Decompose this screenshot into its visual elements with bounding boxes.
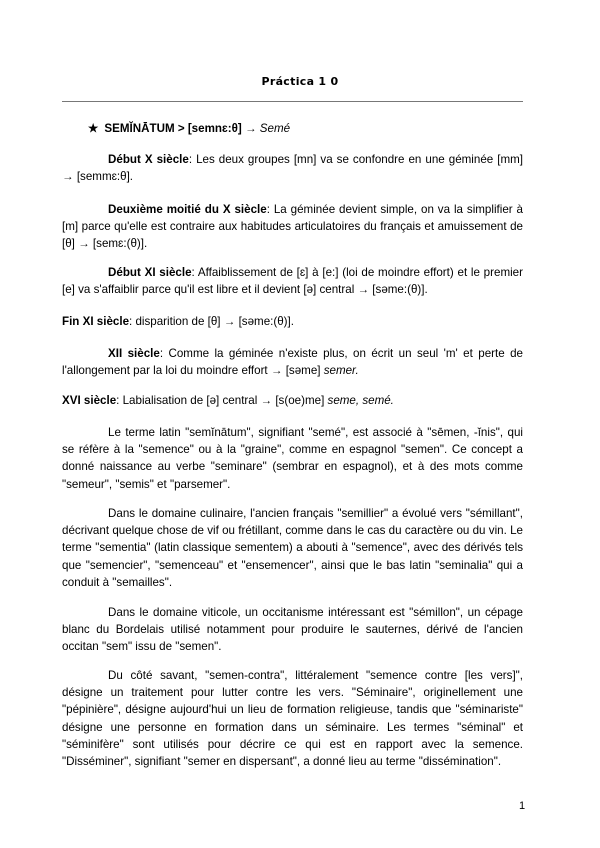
body-paragraph: Dans le domaine viticole, un occitanisme intéressant est "sémillon", un cépage blanc du Bordelais utilisé notamment pour produire le sauternes, dérivé de l'ancien occitan "sem" issu de "semen".: [62, 606, 523, 654]
title-divider: [62, 101, 523, 102]
stage-italic: semer.: [323, 364, 359, 378]
stage-text: : Les deux groupes [mn] va se confondre en une géminée [mm] → [semmɛ:θ].: [62, 153, 523, 184]
stage-paragraph: [62, 313, 523, 330]
stage-text: : Labialisation de [ə] central → [s(oe)me]: [116, 394, 328, 407]
stage-label: Début X siècle: [108, 153, 189, 166]
stage-paragraph: [62, 201, 523, 253]
etymon-text: SEMĬNĀTUM > [semnɛ:θ]: [104, 122, 242, 135]
result-word: Semé: [259, 122, 291, 135]
arrow-icon: →: [244, 122, 257, 135]
stage-text: : Comme la géminée n'existe plus, on écrit un seul 'm' et perte de l'allongement par la loi du moindre effort → [səme]: [62, 347, 523, 378]
stage-label: Début XI siècle: [108, 266, 192, 279]
page-number: 1: [519, 800, 526, 812]
stage-text: : Affaiblissement de [ɛ] à [e:] (loi de moindre effort) et le premier [e] va s'affaiblir parce qu'il est libre et il devient [ə] central → [səme:(θ)].: [62, 266, 523, 297]
stage-text: : La géminée devient simple, on va la simplifier à [m] parce qu'elle est contraire aux habitudes articulatoires du français et amuissement de [θ] → [semɛ:(θ)].: [62, 203, 523, 251]
stage-label: Fin XI siècle: [62, 315, 130, 328]
stage-label: Deuxième moitié du X siècle: [108, 203, 267, 216]
stage-label: XVI siècle: [62, 394, 117, 407]
body-paragraph: Le terme latin "semĭnātum", signifiant "semé", est associé à "sēmen, -ĭnis", qui se réfère à la "semence" ou à la "graine", comme en espagnol "semen". Ce concept a donné naissance au verbe "seminare" (sembrar en espagnol), et à des mots comme "semeur", "semis" et "parsemer".: [62, 426, 523, 491]
stage-label: XII siècle: [108, 347, 160, 360]
stage-paragraph: [62, 151, 523, 185]
stage-text: : disparition de [θ] → [səme:(θ)].: [129, 315, 294, 328]
body-paragraph: Du côté savant, "semen-contra", littéralement "semence contre [les vers]", désigne un traitement pour lutter contre les vers. "Séminaire", originellement une "pépinière", désigne aujourd'hui un lieu de formation religieuse, tandis que "séminariste" désigne une personne en formation dans un séminaire. Les termes "séminal" et "séminifère" sont utilisés pour décrire ce qui est en rapport avec la semence. "Disséminer", signifiant "semer en dispersant", a donné lieu au terme "dissémination".: [62, 669, 523, 769]
etymology-heading: [88, 120, 290, 137]
stage-paragraph: [62, 264, 523, 298]
star-icon: ★: [88, 122, 99, 135]
page-title: Práctica 1 0: [261, 75, 339, 88]
stage-paragraph: [62, 345, 523, 379]
stage-paragraph: [62, 392, 523, 409]
body-paragraph: Dans le domaine culinaire, l'ancien français "semillier" a évolué vers "sémillant", décrivant quelque chose de vif ou frétillant, comme dans le cas du caractère ou du vin. Le terme "sementia" (latin classique sementem) a abouti à "semence", avec des dérivés tels que "semencier", "semenceau" et "ensemencer", ainsi que le bas latin "seminalia" qui a conduit à "semailles".: [62, 507, 523, 589]
stage-italic: seme, semé.: [327, 394, 394, 407]
